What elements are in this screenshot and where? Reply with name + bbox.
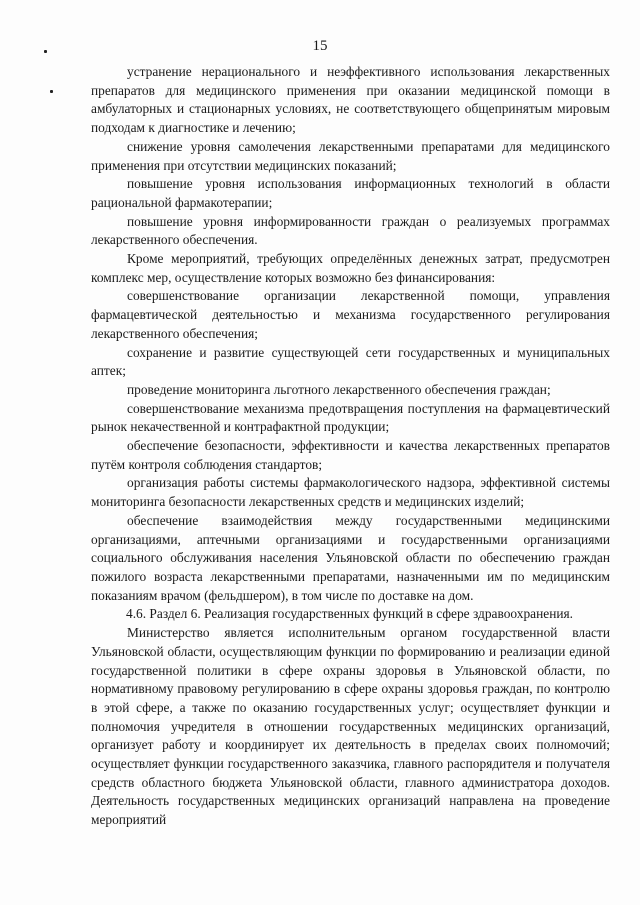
paragraph: организация работы системы фармакологического надзора, эффективной системы мониторинга безопасности лекарственных средств и медицинских изделий; [91, 475, 610, 510]
section-heading: 4.6. Раздел 6. Реализация государственных функций в сфере здравоохранения. [126, 606, 574, 622]
paragraph: совершенствование организации лекарственной помощи, управления фармацевтической деятельностью и механизма государственного регулирования лекарственного обеспечения; [91, 288, 610, 341]
paragraph: устранение нерационального и неэффективного использования лекарственных препаратов для медицинского применения при оказании медицинской помощи в амбулаторных и стационарных условиях, не соответствующего общепринятым мировым подходам к диагностике и лечению; [91, 64, 610, 136]
page-number: 15 [312, 38, 328, 54]
paragraph: Кроме мероприятий, требующих определённых денежных затрат, предусмотрен комплекс мер, осуществление которых возможно без финансирования: [91, 251, 610, 285]
scan-mark [50, 90, 53, 93]
paragraph: обеспечение взаимодействия между государственными медицинскими организациями, аптечными организациями и государственными организациями социального обслуживания населения Ульяновской области по обеспечению граждан пожилого возраста лекарственными препаратами, назначенными им по медицинским показаниям врачом (фельдшером), в том числе по доставке на дом. [91, 512, 610, 603]
paragraph: обеспечение безопасности, эффективности и качества лекарственных препаратов путём контроля соблюдения стандартов; [91, 438, 610, 472]
paragraph: повышение уровня использования информационных технологий в области рациональной фармакотерапии; [91, 176, 610, 210]
document-body [91, 63, 610, 830]
paragraph: повышение уровня информированности граждан о реализуемых программах лекарственного обеспечения. [91, 213, 610, 248]
paragraph: проведение мониторинга льготного лекарственного обеспечения граждан; [127, 381, 551, 397]
paragraph: Министерство является исполнительным органом государственной власти Ульяновской области, осуществляющим функции по формированию и реализации единой государственной политики в сфере охраны здоровья в Ульяновской области, по нормативному правовому регулированию в сфере охраны здоровья граждан, по контролю в этой сфере, а также по оказанию государственных услуг; осуществляет функции и полномочия учредителя в отношении государственных медицинских организаций, организует работу и координирует их деятельность в пределах своих полномочий; осуществляет функции государственного заказчика, главного распорядителя и получателя средств областного бюджета Ульяновской области, главного администратора доходов. Деятельность государственных медицинских организаций направлена на проведение мероприятий [91, 625, 610, 828]
paragraph: снижение уровня самолечения лекарственными препаратами для медицинского применения при отсутствии медицинских показаний; [91, 138, 610, 173]
paragraph: совершенствование механизма предотвращения поступления на фармацевтический рынок некачественной и контрафактной продукции; [91, 400, 610, 435]
paragraph: сохранение и развитие существующей сети государственных и муниципальных аптек; [91, 344, 610, 379]
